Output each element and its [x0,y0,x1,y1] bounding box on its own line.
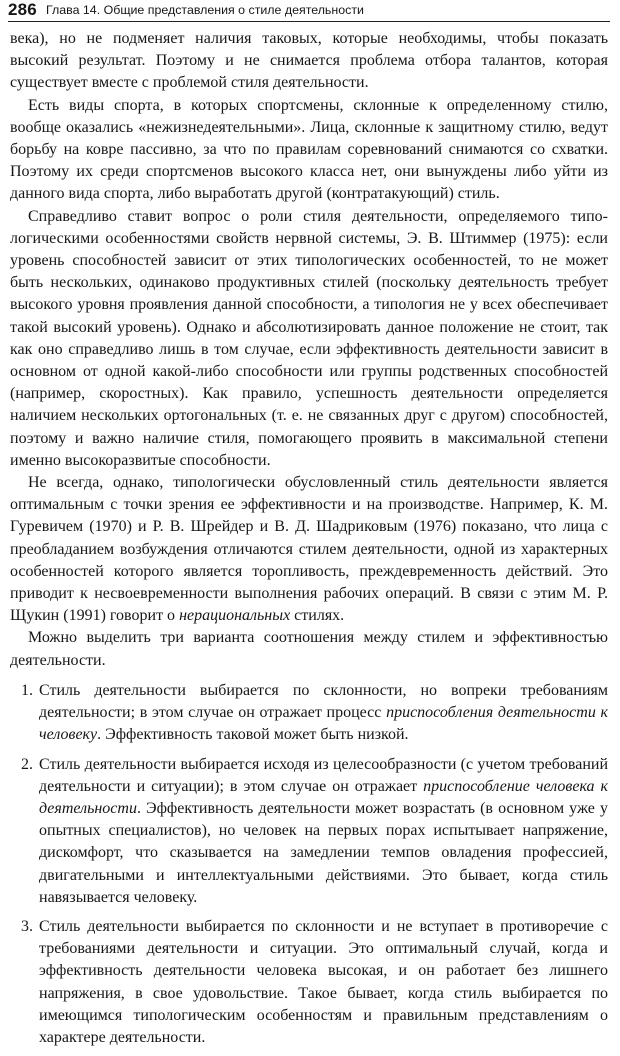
list-item-text: Стиль деятельности выбирается исходя из целесообразности (с учетом требований деятельности и ситуации); в этом случае он отражает [39,755,608,795]
page-header [8,0,610,22]
list-item-text: Стиль деятельности выбирается по склонности, но вопреки требованиям деятельности; в этом случае он отражает процесс [39,681,608,722]
paragraph-shtimmer: Справедливо ставит вопрос о роли стиля деятельности, определяемого типологическими особенностями свойств нервной системы, Э. В. Штиммер (1975): если уровень способностей зависит от этих типологических особенностей, то не может быть нескольких, одинаково продуктивных стилей (поскольку деятельность требует высокого уровня проявления данной способности, а типология не у всех обеспечивает такой высокий уровень). Однако и абсолютизировать данное положение не стоит, так как оно справедливо лишь в том случае, если эффективность деятельности зависит в основном от одной какой-либо способности или группы родственных способностей (например, скоростных). Как правило, успешность деятельности определяется наличием нескольких ортогональных (т. е. не связанных друг с другом) способностей, поэтому и важно наличие стиля, помогающего проявить в максимальной степени именно высокоразвитые способности. [10,207,608,469]
list-item-number: 1. [21,681,33,699]
paragraph-continuation: века), но не подменяет наличия таковых, которые необходимы, чтобы показать высокий результат. Поэтому и не снимается проблема отбора талантов, которая существует вместе с проблемой стиля деятельности. [10,30,608,92]
list-item-text: . Эффективность деятельности может возрастать (в основном уже у опытных специалистов), но человек на первых порах испытывает напряжение, дискомфорт, что сказывается на замедлении темпов овладения профессией, двигательными и интеллектуальными действиями. Это бывает, когда стиль навязывается человеку. [39,799,608,906]
list-item-number: 3. [21,917,33,935]
italic-term: нерациональных [179,607,291,625]
list-item [10,754,608,909]
list-item-text: Стиль деятельности выбирается по склонности и не вступает в противоречие с требованиями деятельности и ситуации. Это оптимальный случай, когда и эффективность деятельности человека высокая, и он работает без лишнего напряжения, в свое удовольствие. Такое бывает, когда стиль выбирается по имеющимся типологическим особенностям и правильным представлениям о характере деятельности. [39,917,608,1046]
paragraph-text-part: Не всегда, однако, типологически обусловленный стиль деятельности является оптимальным с точки зрения ее эффективности и на производстве. Например, К. М. Гуревичем (1970) и Р. В. Шрейдер и В. Д. Шадриковым (1976) показано, что лица с преобладанием возбуждения отличаются стилем деятельности, одной из характерных особенностей которого является торопливость, преждевременность действий. Это приводит к несвоевременности выполнения рабочих операций. В связи с этим М. Р. Щукин (1991) говорит о [10,474,608,625]
list-item-number: 2. [21,755,33,773]
variants-list [10,680,608,1049]
body-text [10,28,608,1056]
running-title: Глава 14. Общие представления о стиле деятельности [46,3,364,17]
paragraph-sports-styles: Есть виды спорта, в которых спортсмены, склонные к определенному стилю, вообще оказались «нежизнедеятельными». Лица, склонные к защитному стилю, ведут борьбу на ковре пассивно, за что по правилам соревнований снимаются со схватки. Поэтому их среди спортсменов высокого класса нет, они вынуждены либо уйти из данного вида спорта, либо выработать другой (контратакующий) стиль. [10,96,608,203]
paragraph-text-part: стилях. [290,607,345,625]
list-item [10,680,608,747]
paragraph-three-variants: Можно выделить три варианта соотношения между стилем и эффективностью деятельности. [10,629,608,669]
italic-term: приспособления деятельности к человеку [39,704,609,744]
page-number: 286 [8,0,37,19]
list-item-text: . Эффективность таковой может быть низкой. [97,726,409,744]
paragraph-typological-style [10,472,608,627]
italic-term: приспособление человека к деятельности [39,777,609,817]
list-item [10,916,608,1049]
